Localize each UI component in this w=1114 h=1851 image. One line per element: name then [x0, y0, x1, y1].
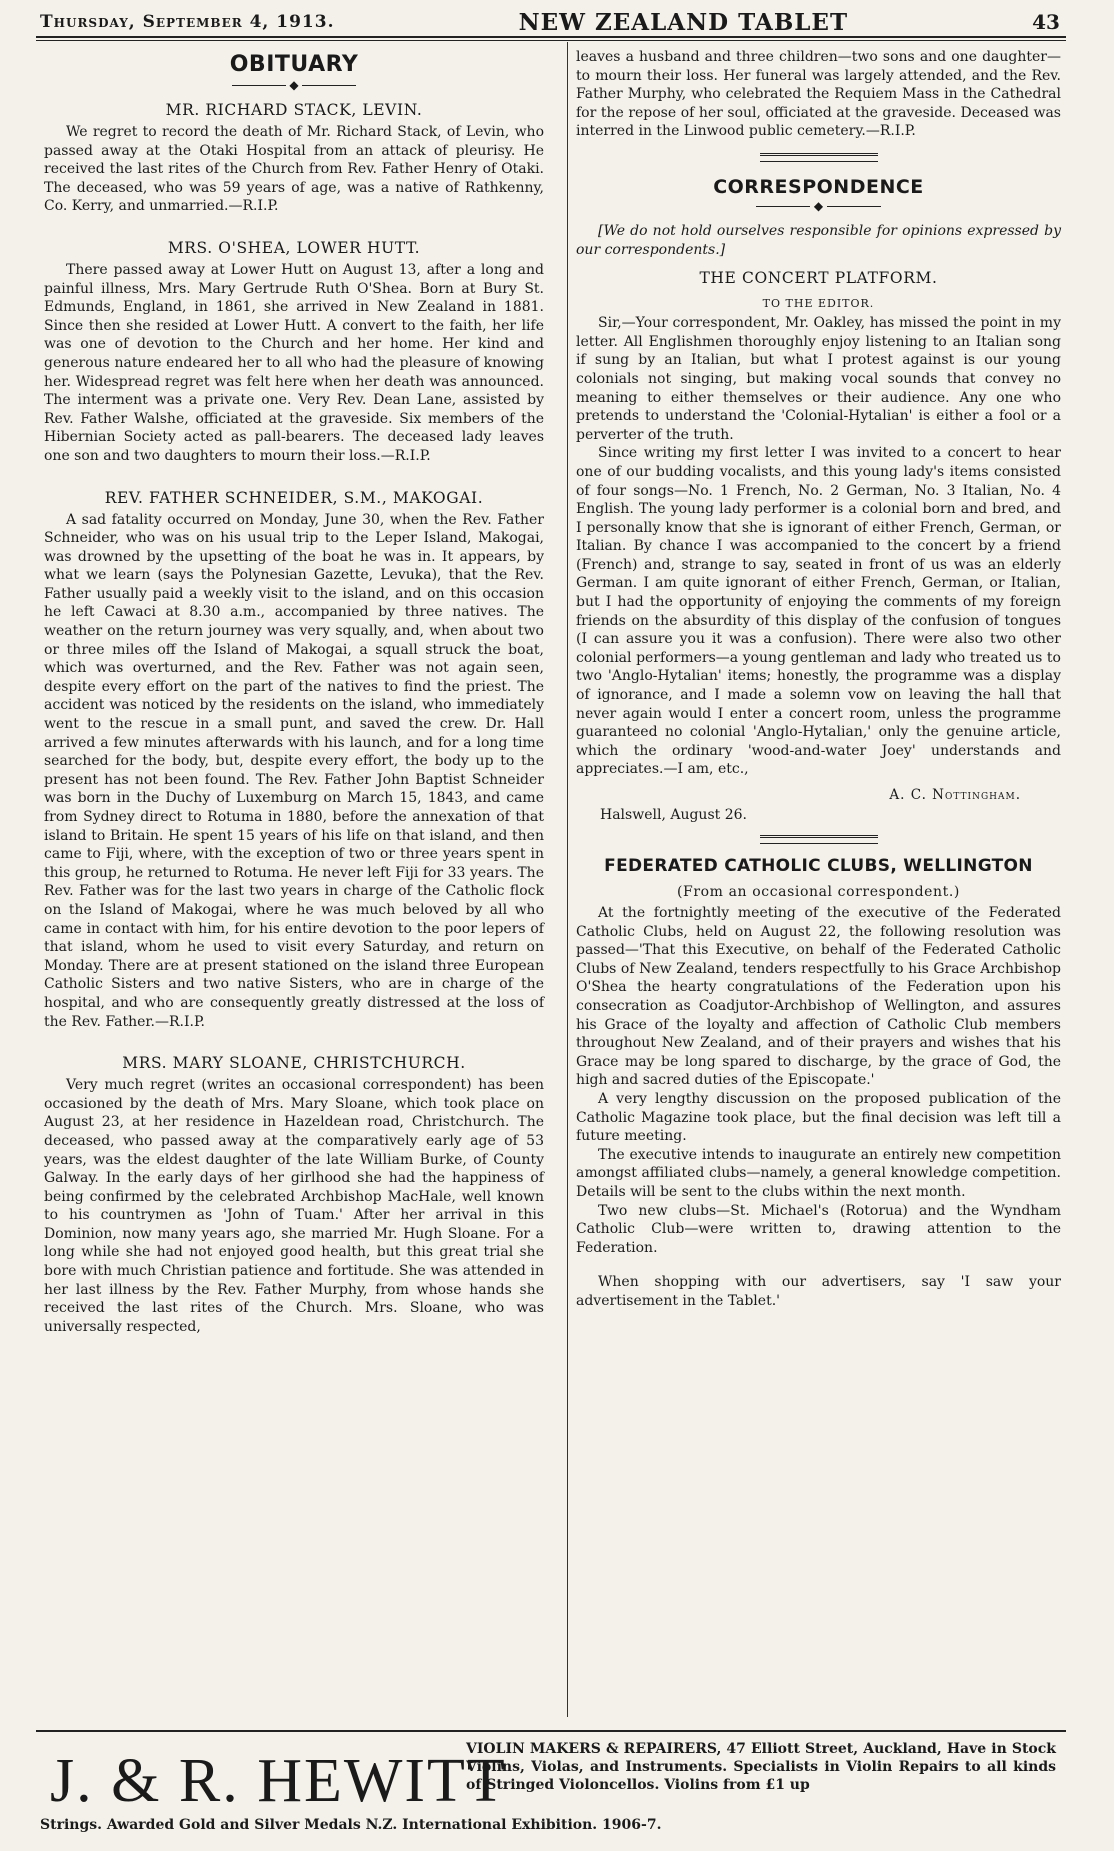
- federated-paragraph-2: A very lengthy discussion on the proposed publication of the Catholic Magazine took place, but the final decision was left till a future meeting.: [576, 1090, 1061, 1145]
- obit-sloane-continued: leaves a husband and three children—two sons and one daughter—to mourn their loss. Her funeral was largely attended, and the Rev. Father Murphy, who celebrated the Requiem Mass in the Cathedral for the repose of her soul, officiated at the graveside. Deceased was interred in the Linwood public cemetery.—R.I.P.: [576, 49, 1061, 140]
- page-number: 43: [1032, 10, 1060, 34]
- obit-oshea-title: MRS. O'SHEA, LOWER HUTT.: [167, 238, 421, 257]
- fleuron-divider: ◆: [44, 79, 544, 91]
- federated-heading: FEDERATED CATHOLIC CLUBS, WELLINGTON: [604, 856, 1033, 876]
- letter-title: THE CONCERT PLATFORM.: [699, 269, 938, 288]
- page-header: [40, 8, 1060, 36]
- publication-title: NEW ZEALAND TABLET: [518, 8, 849, 36]
- column-divider: [567, 42, 568, 1717]
- fleuron-divider: ◆: [576, 200, 1061, 212]
- obit-schneider-body: A sad fatality occurred on Monday, June 30, when the Rev. Father Schneider, who was on his usual trip to the Leper Island, Makogai, was drowned by the upsetting of the boat he was in. It appears, by what we learn (says the Polynesian Gazette, Levuka), that the Rev. Father usually paid a weekly visit to the island, and on this occasion he left Cawaci at 8.30 a.m., accompanied by three natives. The weather on the return journey was very squally, and, when about two or three miles off the Island of Makogai, a squall struck the boat, which was overturned, and the Rev. Father was not again seen, despite every effort on the part of the natives to find the priest. The accident was noticed by the residents on the island, who immediately went to the rescue in a small punt, and saved the crew. Dr. Hall arrived a few minutes afterwards with his launch, and for a long time searched for the body, but, despite every effort, the body up to the present has not been found. The Rev. Father John Baptist Schneider was born in the Duchy of Luxemburg on March 15, 1843, and came from Sydney direct to Rotuma in 1880, before the annexation of that island to Britain. He spent 15 years of his life on that island, and then came to Fiji, where, with the exception of two or three years spent in this group, he returned to Rotuma. He never left Fiji for 33 years. The Rev. Father was for the last two years in charge of the Catholic flock on the Island of Makogai, where he was much beloved by all who came in contact with him, for his entire devotion to the poor lepers of that island, whom he used to visit every Saturday, and return on Monday. There are at present stationed on the island three European Catholic Sisters and two native Sisters, who are in charge of the hospital, and who are consequently greatly distressed at the loss of the Rev. Father.—R.I.P.: [44, 511, 544, 1030]
- correspondence-heading: CORRESPONDENCE: [713, 175, 924, 198]
- federated-paragraph-4: Two new clubs—St. Michael's (Rotorua) and the Wyndham Catholic Club—were written to, drawing attention to the Federation.: [576, 1202, 1061, 1256]
- correspondence-disclaimer: [We do not hold ourselves responsible for opinions expressed by our correspondents.]: [576, 222, 1061, 258]
- advertiser-note: When shopping with our advertisers, say 'I saw your advertisement in the Tablet.': [576, 1274, 1061, 1309]
- federated-paragraph-3: The executive intends to inaugurate an entirely new competition amongst affiliated clubs—namely, a general knowledge competition. Details will be sent to the clubs within the next month.: [576, 1146, 1061, 1200]
- article-separator: [760, 153, 878, 162]
- advert-text: VIOLIN MAKERS & REPAIRERS, 47 Elliott Street, Auckland, Have in Stock Violins, Violas, and Instruments. Specialists in Violin Repairs to all kinds of Stringed Violoncellos. Violins from £1 up: [466, 1741, 1056, 1793]
- federated-paragraph-1: At the fortnightly meeting of the executive of the Federated Catholic Clubs, held on August 22, the following resolution was passed—'That this Executive, on behalf of the Federated Catholic Clubs of New Zealand, tenders respectfully to his Grace Archbishop O'Shea the hearty congratulations of the Federation upon his consecration as Coadjutor-Archbishop of Wellington, and assures his Grace of the loyalty and affection of Catholic Club members throughout New Zealand, and of their prayers and wishes that his Grace may be long spared to discharge, by the grace of God, the high and sacred duties of the Episcopate.': [576, 905, 1061, 1089]
- obit-sloane-body: Very much regret (writes an occasional correspondent) has been occasioned by the death of Mrs. Mary Sloane, which took place on August 23, at her residence in Hazeldean road, Christchurch. The deceased, who passed away at the comparatively early age of 53 years, was the eldest daughter of the late William Burke, of County Galway. In the early days of her girlhood she had the happiness of being confirmed by the celebrated Archbishop MacHale, well known to his countrymen as 'John of Tuam.' After her arrival in this Dominion, now many years ago, she married Mr. Hugh Sloane. For a long while she had not enjoyed good health, but this great trial she bore with much Christian patience and fortitude. She was attended in her last illness by the Rev. Father Murphy, from whose hands she received the last rites of the Church. Mrs. Sloane, who was universally respected,: [44, 1077, 544, 1335]
- advert-bottom-line: Strings. Awarded Gold and Silver Medals N.Z. International Exhibition. 1906-7.: [40, 1817, 662, 1833]
- left-column: [44, 48, 544, 1336]
- letter-place-date: Halswell, August 26.: [600, 807, 747, 823]
- obit-stack-title: MR. RICHARD STACK, LEVIN.: [165, 101, 423, 119]
- header-rule: [36, 36, 1066, 41]
- federated-source: (From an occasional correspondent.): [676, 884, 960, 900]
- right-column: [576, 48, 1061, 1310]
- letter-paragraph-2: Since writing my first letter I was invited to a concert to hear one of our budding vocalists, and this young lady's items consisted of four songs—No. 1 French, No. 2 German, No. 3 Italian, No. 4 English. The young lady performer is a colonial born and bred, and I personally know that she is ignorant of either French, German, or Italian. By chance I was accompanied to the concert by a friend (French) and, strange to say, seated in front of us was an elderly German. I am quite ignorant of either French, German, or Italian, but I had the opportunity of enjoying the comments of my foreign friends on the absurdity of this display of the confusion of tongues (I can assure you it was a confusion). There were also two other colonial performers—a young gentleman and lady who treated us to two 'Anglo-Hytalian' items; honestly, the programme was a display of ignorance, and I made a solemn vow on leaving the hall that never again would I enter a concert room, unless the programme guaranteed no colonial 'Anglo-Hytalian,' only the genuine article, which the ordinary 'wood-and-water Joey' understands and appreciates.—I am, etc.,: [576, 445, 1061, 778]
- letter-paragraph-1: Sir,—Your correspondent, Mr. Oakley, has missed the point in my letter. All Englishmen thoroughly enjoy listening to an Italian song if sung by an Italian, but what I protest against is our young colonials not singing, but making vocal sounds that convey no meaning to either themselves or their audience. Any one who pretends to understand the 'Colonial-Hytalian' is either a fool or a perverter of the truth.: [576, 315, 1061, 443]
- issue-date: Thursday, September 4, 1913.: [40, 12, 335, 32]
- to-editor-label: TO THE EDITOR.: [762, 297, 875, 311]
- obit-stack-body: We regret to record the death of Mr. Richard Stack, of Levin, who passed away at the Otaki Hospital from an attack of pleurisy. He received the last rites of the Church from Rev. Father Henry of Otaki. The deceased, who was 59 years of age, was a native of Rathkenny, Co. Kerry, and unmarried.—R.I.P.: [44, 124, 544, 215]
- obit-schneider-title: REV. FATHER SCHNEIDER, S.M., MAKOGAI.: [104, 488, 484, 507]
- obituary-heading: OBITUARY: [229, 52, 359, 77]
- obit-oshea-body: There passed away at Lower Hutt on August 13, after a long and painful illness, Mrs. Mary Gertrude Ruth O'Shea. Born at Bury St. Edmunds, England, in 1861, she arrived in New Zealand in 1881. Since then she resided at Lower Hutt. A convert to the faith, her life was one of devotion to the Church and her home. Her kind and generous nature endeared her to all who had the pleasure of knowing her. Widespread regret was felt here when her death was announced. The interment was a private one. Very Rev. Dean Lane, assisted by Rev. Father Walshe, officiated at the graveside. Six members of the Hibernian Society acted as pall-bearers. The deceased lady leaves one son and two daughters to mourn their loss.—R.I.P.: [44, 261, 544, 464]
- letter-signature: A. C. Nottingham.: [889, 787, 1021, 803]
- hewitt-advertisement: [36, 1730, 1066, 1847]
- article-separator: [760, 835, 878, 844]
- obit-sloane-title: MRS. MARY SLOANE, CHRISTCHURCH.: [122, 1054, 466, 1073]
- advert-brand: J. & R. HEWITT: [50, 1747, 507, 1815]
